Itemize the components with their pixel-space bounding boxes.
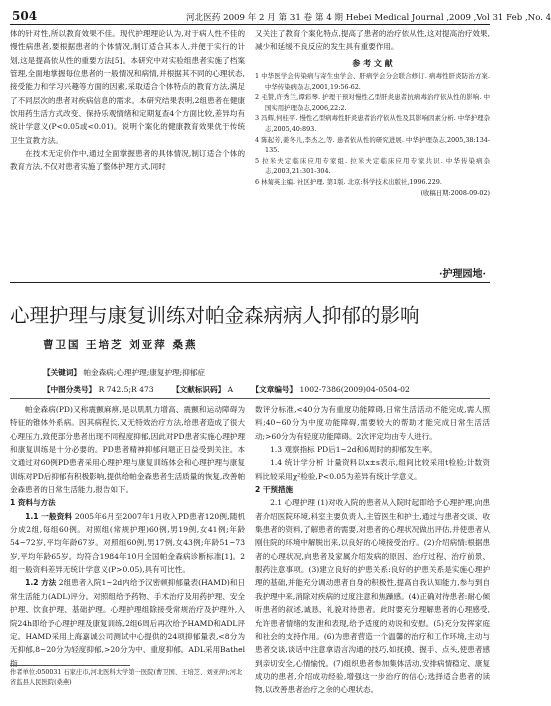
keywords-label: 【关键词】	[43, 368, 81, 377]
reference-item: 5 拉米夫定临床应用专家组. 拉米夫定临床应用专家共识. 中华传染病杂志,2003,21:301-304.	[255, 156, 490, 176]
references-title: 参 考 文 献	[352, 57, 393, 68]
prev-paragraph: 在技术无定价作中,通过全面掌握患者的具体情况,制订适合个体的教育方法,不仅对患者实施了整体护理方式,同时	[10, 149, 245, 172]
subsection-text: 2组患者入院1~2d内给予汉密顿抑郁量表(HAMD)和日常生活能力(ADL)评分。对照组给予药物、手术治疗及用药护理、安全护理、饮食护理、基础护理。心理护理组除接受常规治疗及护理外,入院24h即给予心理护理及康复训练,2组6周后再次给予HAMD和ADL评定。HAMD采用上海嘉诚公司测试中心提供的24项抑郁量表,<8分为无抑郁,8~20分为轻度抑郁,>20分为中、重度抑郁。ADL采用Bathel指	[10, 578, 245, 668]
keywords-rule	[10, 398, 490, 399]
reference-item: 4 陈起芳,姜冬儿,李杰之,等. 患者依从性的研究进展. 中华护理杂志,2005,38:134-135.	[255, 135, 490, 155]
author-affiliation-footnote: 作者单位:050031 石家庄市,河北医科大学第一医院(曹卫国、王培芝、刘亚萍);河北省监县人民医院(桑燕)	[10, 669, 243, 686]
prev-article-left-column	[10, 27, 245, 174]
subsection-heading: 1.1 一般资料	[25, 511, 73, 521]
body-paragraph: 数评分标准,<40分为有重度功能障碍,日常生活活动不能完成,需人照料;40~60分为中度功能障碍,需要较大的帮助才能完成日常生活活动;>60分为有轻度功能障碍。2次评定均由专人进行。	[255, 405, 490, 441]
keywords-line	[43, 364, 410, 381]
section-heading: 1 资料与方法	[10, 498, 56, 508]
received-date: (收稿日期:2008-09-02)	[420, 188, 490, 197]
running-header: 河北医药 2009 年 2 月 第 31 卷 第 4 期 Hebei Medical Journal ,2009 ,Vol 31 Feb ,No. 4	[186, 13, 551, 23]
section-heading: 2 干预措施	[255, 485, 294, 495]
body-paragraph: 2.1 心理护理 (1)对收入院的患者从入院时起即给予心理护理,向患者介绍医院环境,科室主要负责人,主管医生和护士,通过与患者交谈、收集患者的资料,了解患者的需要,对患者的心理状况做出评估,并使患者从刚住院的环境中解脱出来,以良好的心境接受治疗。(2)介绍病情:根据患者的心理状况,向患者及家属介绍发病的原因、治疗过程、治疗前景、服药注意事项。(3)建立良好的护患关系:良好的护患关系是实施心理护理的基础,并能充分调动患者自身的积极性,提高自我认知能力,参与到自我护理中来,消除对疾病的过度注意和焦躁感。(4)正确对待患者:耐心倾听患者的叙述,诚恳、礼貌对待患者。此时要充分理解患者的心理感受,允许患者情绪的发泄和表现,给予适度的劝说和安慰。(5)充分发挥家庭和社会的支持作用。(6)为患者营造一个温馨的治疗和工作环境,主动与患者交谈,谈话中注意拿语言沟通的技巧,如抚摸、握手、点头,使患者感到亲切安全,心情愉悦。(7)组织患者参加集体活动,安排病情稳定、康复成功的患者,介绍成功经验,增强这一步治疗的信心;选择适合患者的读物,以改善患者治疗之余的心理状态。	[255, 498, 490, 695]
keywords-value: 帕金森病;心理护理;康复护理;抑郁症	[83, 368, 205, 377]
section-rule	[10, 282, 490, 283]
section-tag: ·护理园地·	[439, 269, 486, 280]
subsection-text: 2005年6月至2007年1月收入PD患者120例,随机分成2组,每组60例。对照组(常规护理)60例,男19例,女41例;年龄54~72岁,平均年龄67岁。对照组60例,男17例,女43例;年龄51~73岁,平均年龄65岁。均符合1984年10月全国帕金森病诊断标准[1]。2组一般资料差异无统计学意义(P>0.05),具有可比性。	[10, 511, 245, 575]
article-no-value: 1002-7386(2009)04-0504-02	[299, 385, 410, 394]
reference-item: 6 林菊英主编. 社区护理. 第1版. 北京:科学技术出版社,1996.229.	[255, 177, 442, 186]
reference-item: 1 中华医学会传染病与寄生虫学会、肝病学会分会联合修订. 病毒性肝炎防治方案. 中华传染病杂志,2001,19:56-62.	[255, 72, 490, 91]
clc-label: 【中图分类号】	[43, 385, 97, 394]
doc-code-label: 【文献标识码】	[172, 385, 226, 394]
intro-paragraph: 帕金森病(PD)又称震颤麻痹,是以肌肌力增高、震颤和运动障碍为特征的锥体外系病。因其病程长,又无特效治疗方法,给患者造成了很大心理压力,致使部分患者出现不同程度抑郁,因此对PD患者实施心理护理和康复训练是十分必要的。PD患者精神抑郁问题正日益受到关注。本文通过对60例PD患者采用心理护理与康复训练体会和心理护理与康复训练对PD后抑郁有积极影响,提供给帕金森患者生活质量的恢复,改善帕金森患者的日常生活能力,报告如下。	[10, 405, 245, 495]
header-rule	[10, 24, 490, 25]
clc-value: R 742.5;R 473	[98, 385, 154, 394]
subsection-heading: 1.2 方法	[25, 578, 57, 588]
prev-paragraph: 又关注了教育个案化特点,提高了患者的治疗依从性,这对提高治疗效果,减少和延缓不良反应的发生具有重要作用。	[255, 29, 490, 52]
prev-paragraph: 体的针对性,所以教育效果不佳。现代护理理论认为,对于病人性不佳的慢性病患者,要根据患者的个体情况,制订适合其本人,并便于实行的计划,这是提高依从性的重要方法[5]。本研究中对实验组患者实施了档案管理,全面地掌握每位患者的一般情况和病情,并根据其不同的心理状态,接受能力和学习兴趣等方面的因素,采取适合个体特点的教育方法,满足了不同层次的患者对疾病信息的需求。本研究结果表明,2组患者在健康饮用药生活方式改变、保持乐观情绪和定期复查4个方面比较,差异均有统计学意义(P<0.05或<0.01)。说明个案化的健康教育效果优于传统卫生宣教方法。	[10, 29, 245, 145]
article-authors: 曹卫国 王培芝 刘亚萍 桑燕	[43, 339, 198, 351]
body-paragraph: 1.3 观察指标 PD后1~2d和6周时的抑郁发生率。	[270, 445, 437, 455]
body-paragraph	[10, 510, 245, 577]
reference-item: 3 冯辉,何桂平. 慢性乙型病毒性肝炎患者治疗依从性及其影响因素分析. 中华护理杂志,2005,40:893.	[255, 114, 490, 133]
page-number: 504	[12, 9, 38, 23]
doc-code-value: A	[227, 385, 234, 394]
article-left-column	[10, 403, 245, 670]
footnote-rule	[10, 665, 130, 666]
keywords-block	[43, 364, 410, 398]
article-no-label: 【文章编号】	[251, 385, 298, 394]
body-paragraph: 1.4 统计学分析 计量资料以x±s表示,组间比较采用t检验;计数资料比较采用χ²检验,P<0.05为差异有统计学意义。	[255, 458, 490, 481]
body-paragraph	[10, 576, 245, 669]
classification-line	[43, 381, 410, 398]
reference-item: 2 毛赞,许秀兰,谭彩琴. 护理干预对慢性乙型肝炎患者抗病毒治疗依从性的影响. 中国实用护理杂志,2006,22:2.	[255, 93, 490, 112]
article-right-column	[255, 403, 490, 697]
article-title: 心理护理与康复训练对帕金森病病人抑郁的影响	[10, 304, 420, 327]
prev-article-right-column	[255, 27, 490, 198]
